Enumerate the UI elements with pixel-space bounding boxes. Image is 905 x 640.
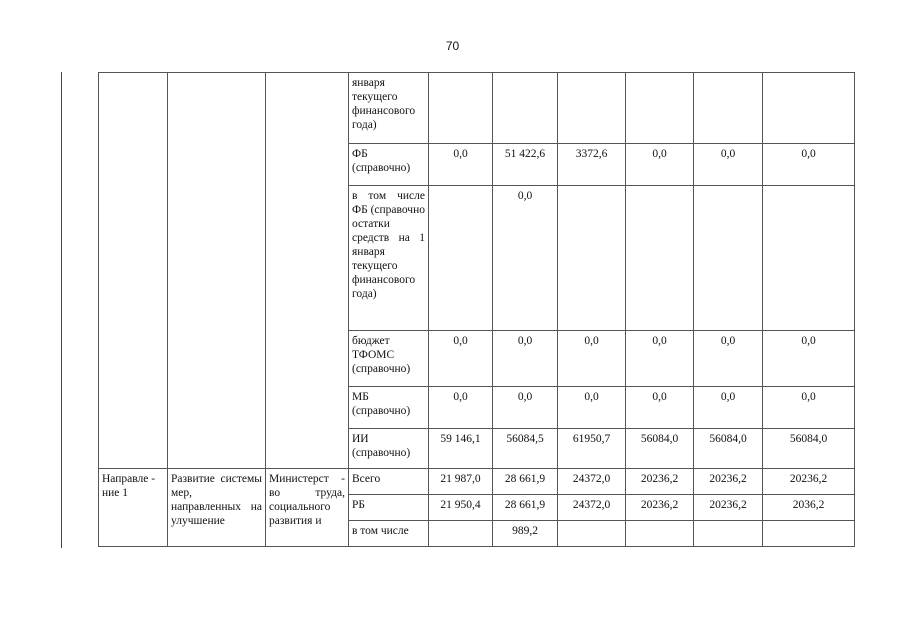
budget-table — [98, 72, 855, 547]
value-cell: 51 422,6 — [493, 144, 558, 186]
value-cell: 20236,2 — [626, 469, 694, 495]
value-cell: 56084,0 — [694, 429, 763, 469]
direction-cell-empty — [99, 73, 168, 469]
direction-label: Направле - ние 1 — [99, 469, 168, 547]
value-cell: 24372,0 — [558, 469, 626, 495]
executor-cell-empty — [266, 73, 349, 469]
source-cell: бюджет ТФОМС (справочно) — [349, 331, 429, 387]
value-cell — [763, 186, 855, 331]
value-cell: 20236,2 — [694, 495, 763, 521]
value-cell — [558, 521, 626, 547]
value-cell — [694, 73, 763, 144]
value-cell: 0,0 — [429, 387, 493, 429]
source-cell: в том числе ФБ (справочно остатки средств на 1 января текущего финансового года) — [349, 186, 429, 331]
value-cell: 0,0 — [763, 331, 855, 387]
source-cell: МБ (справочно) — [349, 387, 429, 429]
table-left-border — [61, 72, 62, 548]
source-cell: ФБ (справочно) — [349, 144, 429, 186]
value-cell: 24372,0 — [558, 495, 626, 521]
value-cell — [763, 73, 855, 144]
source-cell: января текущего финансового года) — [349, 73, 429, 144]
value-cell: 0,0 — [694, 331, 763, 387]
value-cell — [694, 521, 763, 547]
value-cell: 0,0 — [763, 387, 855, 429]
value-cell: 0,0 — [493, 331, 558, 387]
value-cell: 20236,2 — [694, 469, 763, 495]
value-cell: 3372,6 — [558, 144, 626, 186]
value-cell — [558, 73, 626, 144]
value-cell: 28 661,9 — [493, 469, 558, 495]
value-cell — [694, 186, 763, 331]
value-cell: 56084,0 — [626, 429, 694, 469]
value-cell: 0,0 — [694, 144, 763, 186]
value-cell — [429, 73, 493, 144]
value-cell: 59 146,1 — [429, 429, 493, 469]
source-cell: ИИ (справочно) — [349, 429, 429, 469]
value-cell: 56084,0 — [763, 429, 855, 469]
source-cell: РБ — [349, 495, 429, 521]
value-cell: 0,0 — [626, 387, 694, 429]
source-cell: в том числе — [349, 521, 429, 547]
value-cell: 0,0 — [626, 331, 694, 387]
value-cell: 0,0 — [763, 144, 855, 186]
value-cell — [429, 521, 493, 547]
table-row — [99, 469, 855, 495]
value-cell — [626, 186, 694, 331]
value-cell: 0,0 — [694, 387, 763, 429]
name-cell-empty — [168, 73, 266, 469]
value-cell: 0,0 — [626, 144, 694, 186]
value-cell: 0,0 — [493, 186, 558, 331]
value-cell — [558, 186, 626, 331]
value-cell: 20236,2 — [763, 469, 855, 495]
value-cell: 0,0 — [558, 387, 626, 429]
value-cell — [429, 186, 493, 331]
value-cell — [626, 521, 694, 547]
source-cell: Всего — [349, 469, 429, 495]
value-cell — [763, 521, 855, 547]
value-cell — [493, 73, 558, 144]
page-number: 70 — [445, 39, 460, 53]
value-cell: 21 950,4 — [429, 495, 493, 521]
value-cell: 20236,2 — [626, 495, 694, 521]
value-cell: 21 987,0 — [429, 469, 493, 495]
value-cell: 0,0 — [429, 144, 493, 186]
table-row — [99, 73, 855, 144]
value-cell: 0,0 — [493, 387, 558, 429]
value-cell: 0,0 — [558, 331, 626, 387]
value-cell: 0,0 — [429, 331, 493, 387]
value-cell: 28 661,9 — [493, 495, 558, 521]
value-cell: 56084,5 — [493, 429, 558, 469]
direction-name: Развитие системы мер, направленных на улучшение — [168, 469, 266, 547]
direction-executor: Министерст - во труда, социального развития и — [266, 469, 349, 547]
value-cell: 989,2 — [493, 521, 558, 547]
value-cell: 2036,2 — [763, 495, 855, 521]
value-cell: 61950,7 — [558, 429, 626, 469]
value-cell — [626, 73, 694, 144]
